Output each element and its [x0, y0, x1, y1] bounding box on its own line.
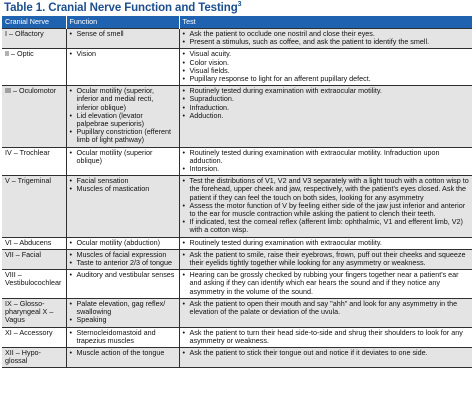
- test-item: • Test the distributions of V1, V2 and V3 separately with a light touch with a cotton wisp to the forehead, upper cheek and jaw, respectively, with the patient's eyes closed. Ask the patient if they can feel the touch on both sides, looking for any asymmetry: [183, 177, 470, 202]
- function-cell: [66, 147, 179, 176]
- test-item: • Infraduction.: [183, 104, 470, 112]
- function-cell: [66, 298, 179, 327]
- test-cell: [179, 147, 472, 176]
- function-item: • Auditory and vestibular senses: [70, 271, 176, 279]
- test-item: • Assess the motor function of V by feeling either side of the jaw just inferior and anterior to the ear for muscle contraction while asking the patient to clench their teeth.: [183, 202, 470, 218]
- function-cell: [66, 86, 179, 147]
- table-row: [2, 298, 472, 327]
- function-item: • Muscles of facial expression: [70, 251, 176, 259]
- test-item: • Visual acuity.: [183, 50, 470, 58]
- test-cell: [179, 298, 472, 327]
- function-cell: [66, 29, 179, 49]
- table-row: [2, 29, 472, 49]
- test-item: • Present a stimulus, such as coffee, and ask the patient to identify the smell.: [183, 38, 470, 46]
- table-title: [2, 0, 474, 16]
- function-item: • Palate elevation, gag reflex/ swallowing: [70, 300, 176, 316]
- cranial-nerve-cell: VII – Facial: [2, 249, 66, 269]
- header-cranial-nerve: Cranial Nerve: [2, 16, 66, 29]
- test-item: • Adduction.: [183, 112, 470, 120]
- function-item: • Pupillary constriction (efferent limb of light pathway): [70, 128, 176, 144]
- function-item: • Sense of smell: [70, 30, 176, 38]
- function-item: • Ocular motility (superior, inferior and medial recti, inferior oblique): [70, 87, 176, 112]
- cranial-nerve-cell: V – Trigeminal: [2, 176, 66, 237]
- function-cell: [66, 237, 179, 249]
- header-function: Function: [66, 16, 179, 29]
- test-cell: [179, 327, 472, 347]
- function-cell: [66, 249, 179, 269]
- test-item: • Ask the patient to turn their head side-to-side and shrug their shoulders to look for any asymmetry or weakness.: [183, 329, 470, 345]
- function-item: • Ocular motility (abduction): [70, 239, 176, 247]
- test-item: • Intorsion.: [183, 165, 470, 173]
- table-body: [2, 29, 472, 368]
- table-row: [2, 347, 472, 367]
- table-row: [2, 147, 472, 176]
- cranial-nerve-cell: XII – Hypo-glossal: [2, 347, 66, 367]
- cranial-nerve-cell: VIII – Vestibulocochlear: [2, 270, 66, 299]
- function-cell: [66, 49, 179, 86]
- test-item: • Pupillary response to light for an afferent pupillary defect.: [183, 75, 470, 83]
- test-item: • Supraduction.: [183, 95, 470, 103]
- test-item: • Ask the patient to occlude one nostril and close their eyes.: [183, 30, 470, 38]
- header-test: Test: [179, 16, 472, 29]
- test-item: • Ask the patient to smile, raise their eyebrows, frown, puff out their cheeks and squeeze their eyelids tightly together while looking for any asymmetry or weakness.: [183, 251, 470, 267]
- table-header: [2, 16, 472, 29]
- test-item: • Routinely tested during examination with extraocular motility.: [183, 239, 470, 247]
- function-item: • Facial sensation: [70, 177, 176, 185]
- test-item: • Routinely tested during examination with extraocular motility. Infraduction upon adduction.: [183, 149, 470, 165]
- test-item: • If indicated, test the corneal reflex (afferent limb: ophthalmic, V1 and efferent limb, V2) with a cotton wisp.: [183, 218, 470, 234]
- test-cell: [179, 249, 472, 269]
- function-item: • Taste to anterior 2/3 of tongue: [70, 259, 176, 267]
- test-cell: [179, 176, 472, 237]
- test-cell: [179, 237, 472, 249]
- cranial-nerve-cell: IX – Glosso-pharyngeal X – Vagus: [2, 298, 66, 327]
- function-item: • Lid elevation (levator palpebrae superioris): [70, 112, 176, 128]
- table-row: [2, 86, 472, 147]
- cranial-nerve-cell: XI – Accessory: [2, 327, 66, 347]
- test-item: • Hearing can be grossly checked by rubbing your fingers together near a patient's ear and asking if they can identify which ear hears the sound and if they notice any asymmetry in the volume of the sound.: [183, 271, 470, 296]
- table-row: [2, 176, 472, 237]
- cranial-nerve-table: [2, 16, 473, 368]
- cranial-nerve-cell: I – Olfactory: [2, 29, 66, 49]
- table-row: [2, 270, 472, 299]
- test-cell: [179, 29, 472, 49]
- function-cell: [66, 176, 179, 237]
- table-title-text: Table 1. Cranial Nerve Function and Testing: [4, 2, 238, 14]
- test-cell: [179, 270, 472, 299]
- test-item: • Ask the patient to open their mouth and say "ahh" and look for any asymmetry in the elevation of the palate or deviation of the uvula.: [183, 300, 470, 316]
- cranial-nerve-cell: II – Optic: [2, 49, 66, 86]
- test-cell: [179, 86, 472, 147]
- table-row: [2, 49, 472, 86]
- table-row: [2, 249, 472, 269]
- function-item: • Muscles of mastication: [70, 185, 176, 193]
- function-item: • Vision: [70, 50, 176, 58]
- title-reference: 3: [237, 1, 242, 9]
- table-row: [2, 237, 472, 249]
- cranial-nerve-cell: III – Oculomotor: [2, 86, 66, 147]
- function-cell: [66, 270, 179, 299]
- test-item: • Routinely tested during examination with extraocular motility.: [183, 87, 470, 95]
- test-cell: [179, 49, 472, 86]
- test-item: • Ask the patient to stick their tongue out and notice if it deviates to one side.: [183, 349, 470, 357]
- table-row: [2, 327, 472, 347]
- function-item: • Ocular motility (superior oblique): [70, 149, 176, 165]
- test-item: • Visual fields.: [183, 67, 470, 75]
- header-row: [2, 16, 472, 29]
- function-item: • Muscle action of the tongue: [70, 349, 176, 357]
- cranial-nerve-cell: VI – Abducens: [2, 237, 66, 249]
- cranial-nerve-cell: IV – Trochlear: [2, 147, 66, 176]
- function-item: • Speaking: [70, 316, 176, 324]
- test-cell: [179, 347, 472, 367]
- function-cell: [66, 347, 179, 367]
- function-item: • Sternocleidomastoid and trapezius muscles: [70, 329, 176, 345]
- function-cell: [66, 327, 179, 347]
- test-item: • Color vision.: [183, 59, 470, 67]
